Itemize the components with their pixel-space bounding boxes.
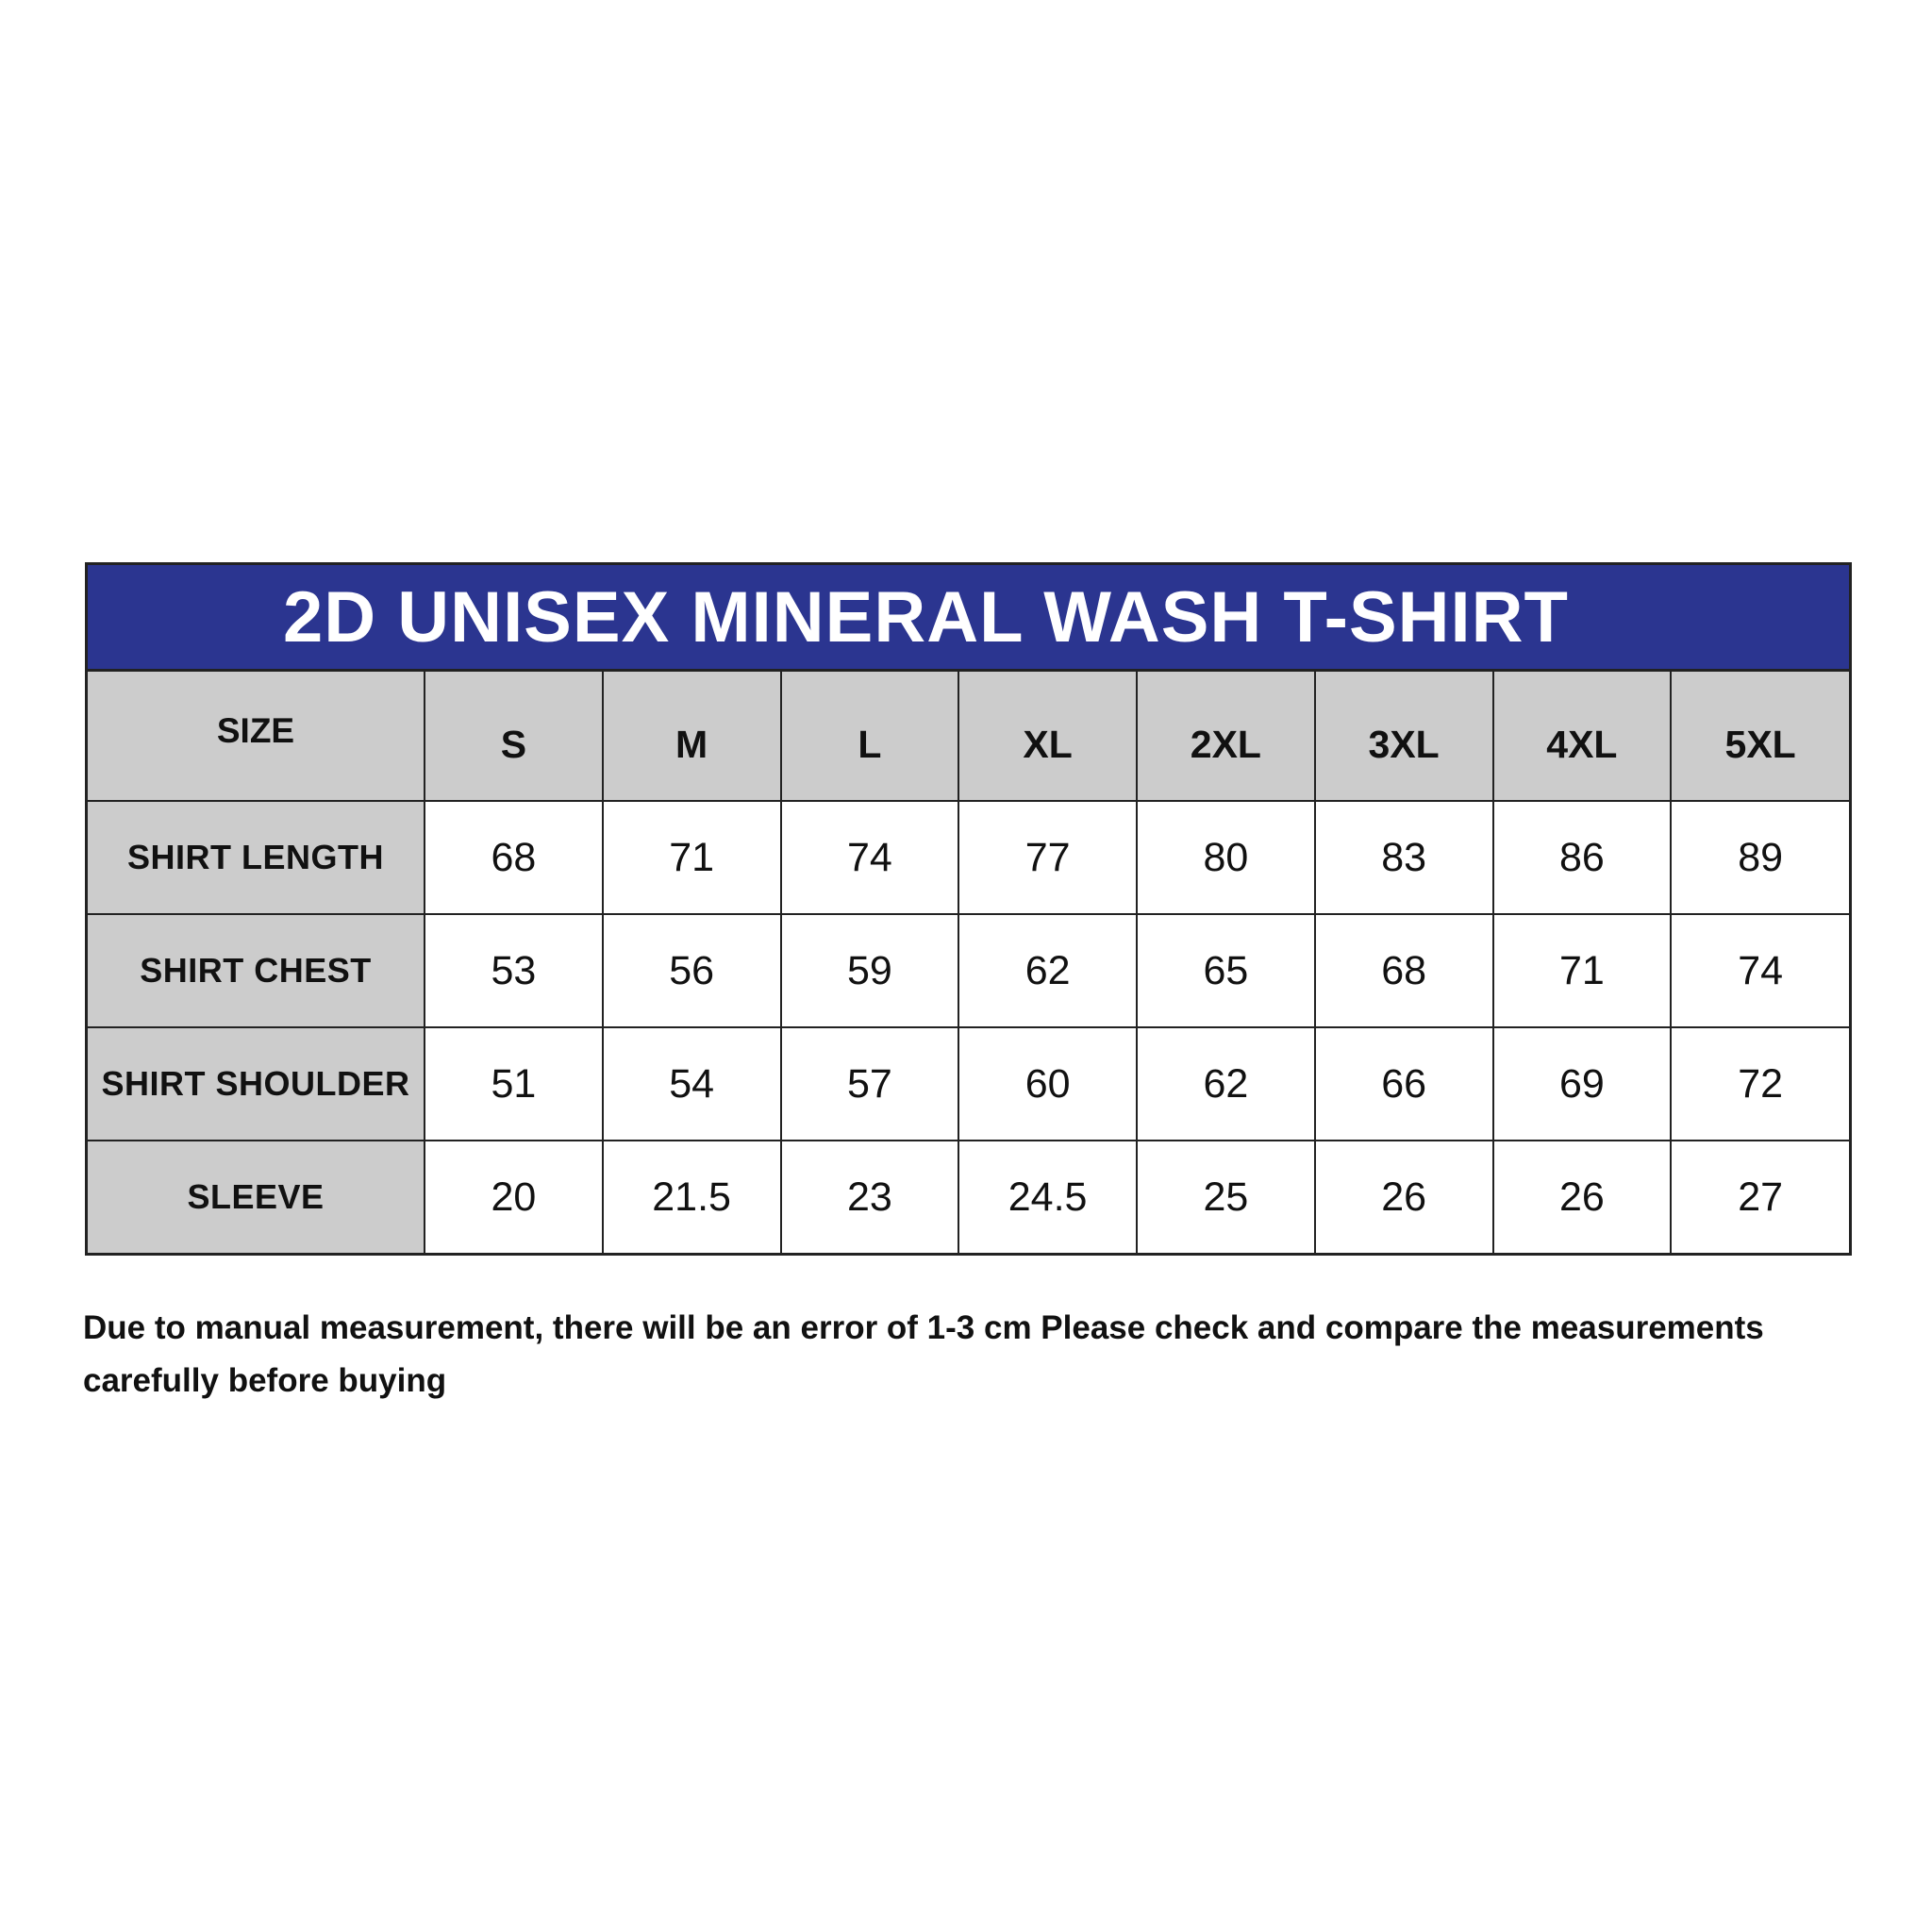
value-cell: 74: [1671, 914, 1849, 1027]
chart-title: 2D UNISEX MINERAL WASH T-SHIRT: [283, 576, 1569, 658]
measurement-disclaimer: Due to manual measurement, there will be an error of 1-3 cm Please check and compare the measurements carefully before buying: [83, 1309, 1764, 1399]
value-cell: 53: [425, 914, 603, 1027]
value-cell: 57: [781, 1027, 959, 1141]
table-row: [88, 1027, 1849, 1141]
table-row: [88, 1141, 1849, 1253]
value-cell: 20: [425, 1141, 603, 1253]
value-cell: 23: [781, 1141, 959, 1253]
value-cell: 72: [1671, 1027, 1849, 1141]
row-label-sleeve: SLEEVE: [88, 1141, 425, 1253]
size-chart-table: [85, 562, 1852, 1256]
value-cell: 89: [1671, 801, 1849, 914]
value-cell: 24.5: [958, 1141, 1137, 1253]
value-cell: 59: [781, 914, 959, 1027]
value-cell: 69: [1493, 1027, 1672, 1141]
value-cell: 68: [1315, 914, 1493, 1027]
row-label-shirt-length: SHIRT LENGTH: [88, 801, 425, 914]
size-header-4xl: 4XL: [1493, 672, 1672, 801]
size-corner-label: SIZE: [88, 672, 425, 801]
value-cell: 54: [603, 1027, 781, 1141]
size-header-3xl: 3XL: [1315, 672, 1493, 801]
value-cell: 80: [1137, 801, 1315, 914]
value-cell: 51: [425, 1027, 603, 1141]
value-cell: 77: [958, 801, 1137, 914]
value-cell: 65: [1137, 914, 1315, 1027]
value-cell: 74: [781, 801, 959, 914]
value-cell: 26: [1493, 1141, 1672, 1253]
value-cell: 60: [958, 1027, 1137, 1141]
value-cell: 56: [603, 914, 781, 1027]
value-cell: 83: [1315, 801, 1493, 914]
value-cell: 25: [1137, 1141, 1315, 1253]
chart-title-bar: [88, 565, 1849, 672]
size-header-m: M: [603, 672, 781, 801]
size-header-row: [88, 672, 1849, 801]
size-header-2xl: 2XL: [1137, 672, 1315, 801]
table-row: [88, 914, 1849, 1027]
size-header-xl: XL: [958, 672, 1137, 801]
value-cell: 62: [958, 914, 1137, 1027]
size-header-5xl: 5XL: [1671, 672, 1849, 801]
table-row: [88, 801, 1849, 914]
value-cell: 21.5: [603, 1141, 781, 1253]
size-grid: [88, 672, 1849, 1253]
row-label-shirt-shoulder: SHIRT SHOULDER: [88, 1027, 425, 1141]
value-cell: 66: [1315, 1027, 1493, 1141]
value-cell: 27: [1671, 1141, 1849, 1253]
size-header-l: L: [781, 672, 959, 801]
size-header-s: S: [425, 672, 603, 801]
value-cell: 68: [425, 801, 603, 914]
value-cell: 26: [1315, 1141, 1493, 1253]
row-label-shirt-chest: SHIRT CHEST: [88, 914, 425, 1027]
value-cell: 62: [1137, 1027, 1315, 1141]
value-cell: 86: [1493, 801, 1672, 914]
value-cell: 71: [1493, 914, 1672, 1027]
value-cell: 71: [603, 801, 781, 914]
